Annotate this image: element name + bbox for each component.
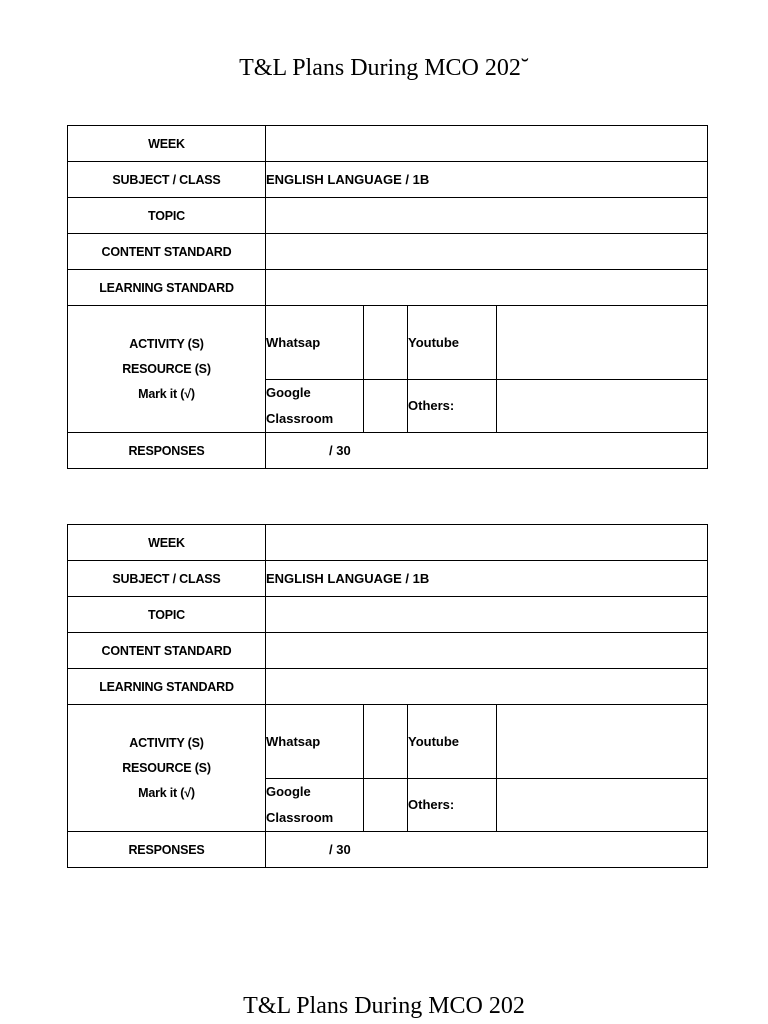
option-classroom-line: Classroom — [266, 810, 334, 825]
week-label: WEEK — [68, 525, 266, 561]
topic-value-cell[interactable] — [266, 198, 708, 234]
option-google-classroom — [266, 779, 364, 832]
subject-class-row — [68, 561, 708, 597]
checkbox-whatsap[interactable] — [364, 705, 408, 779]
subject-class-value[interactable]: ENGLISH LANGUAGE / 1B — [266, 561, 708, 597]
option-google-classroom — [266, 380, 364, 433]
page-title-next-page: T&L Plans During MCO 202 — [243, 993, 525, 1019]
topic-label: TOPIC — [68, 198, 266, 234]
page-title: T&L Plans During MCO 202˘ — [239, 55, 529, 81]
topic-value-cell[interactable] — [266, 597, 708, 633]
content-standard-row — [68, 234, 708, 270]
learning-standard-label: LEARNING STANDARD — [68, 270, 266, 306]
responses-value: / 30 — [329, 842, 351, 857]
checkbox-google-classroom[interactable] — [364, 779, 408, 832]
learning-standard-value-cell[interactable] — [266, 669, 708, 705]
mark-it-label: Mark it (√) — [138, 386, 195, 401]
responses-value-cell[interactable] — [266, 832, 708, 868]
checkbox-youtube[interactable] — [497, 705, 708, 779]
learning-standard-label: LEARNING STANDARD — [68, 669, 266, 705]
week-row — [68, 525, 708, 561]
week-label: WEEK — [68, 126, 266, 162]
week-value-cell[interactable] — [266, 525, 708, 561]
option-whatsap: Whatsap — [266, 306, 364, 380]
plan-table — [67, 524, 708, 868]
responses-value-cell[interactable] — [266, 433, 708, 469]
responses-label: RESPONSES — [68, 832, 266, 868]
option-youtube: Youtube — [408, 705, 497, 779]
activity-label-cell — [68, 705, 266, 832]
option-google-line: Google — [266, 784, 311, 799]
topic-row — [68, 198, 708, 234]
content-standard-value-cell[interactable] — [266, 234, 708, 270]
activity-row — [68, 306, 708, 380]
activity-label: ACTIVITY (S) — [129, 336, 204, 351]
learning-standard-value-cell[interactable] — [266, 270, 708, 306]
others-input-cell[interactable] — [497, 779, 708, 832]
subject-class-row — [68, 162, 708, 198]
resource-label: RESOURCE (S) — [122, 361, 211, 376]
others-input-cell[interactable] — [497, 380, 708, 433]
resource-label: RESOURCE (S) — [122, 760, 211, 775]
learning-standard-row — [68, 270, 708, 306]
option-youtube: Youtube — [408, 306, 497, 380]
activity-label: ACTIVITY (S) — [129, 735, 204, 750]
option-whatsap: Whatsap — [266, 705, 364, 779]
mark-it-label: Mark it (√) — [138, 785, 195, 800]
responses-row — [68, 433, 708, 469]
topic-row — [68, 597, 708, 633]
week-value-cell[interactable] — [266, 126, 708, 162]
checkbox-youtube[interactable] — [497, 306, 708, 380]
checkbox-whatsap[interactable] — [364, 306, 408, 380]
responses-label: RESPONSES — [68, 433, 266, 469]
subject-class-value[interactable]: ENGLISH LANGUAGE / 1B — [266, 162, 708, 198]
activity-label-cell — [68, 306, 266, 433]
content-standard-row — [68, 633, 708, 669]
responses-row — [68, 832, 708, 868]
option-google-line: Google — [266, 385, 311, 400]
option-others: Others: — [408, 779, 497, 832]
subject-class-label: SUBJECT / CLASS — [68, 561, 266, 597]
responses-value: / 30 — [329, 443, 351, 458]
content-standard-value-cell[interactable] — [266, 633, 708, 669]
option-others: Others: — [408, 380, 497, 433]
content-standard-label: CONTENT STANDARD — [68, 633, 266, 669]
week-row — [68, 126, 708, 162]
topic-label: TOPIC — [68, 597, 266, 633]
content-standard-label: CONTENT STANDARD — [68, 234, 266, 270]
subject-class-label: SUBJECT / CLASS — [68, 162, 266, 198]
activity-row — [68, 705, 708, 779]
option-classroom-line: Classroom — [266, 411, 334, 426]
learning-standard-row — [68, 669, 708, 705]
plan-table — [67, 125, 708, 469]
checkbox-google-classroom[interactable] — [364, 380, 408, 433]
